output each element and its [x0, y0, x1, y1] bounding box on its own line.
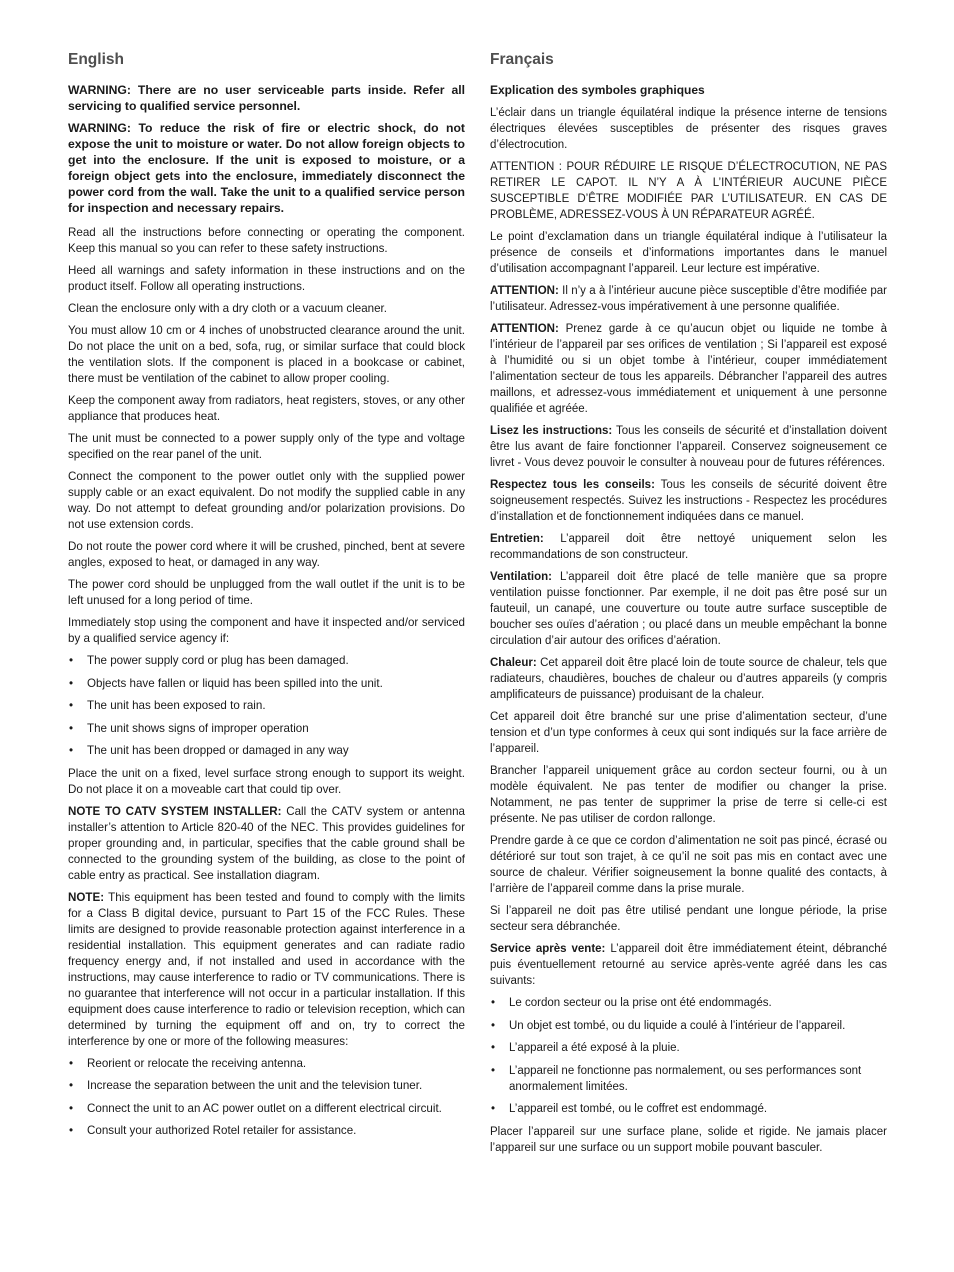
list-item: • Un objet est tombé, ou du liquide a coulé à l’intérieur de l’appareil. [490, 1018, 887, 1034]
paragraph-cord-route: Do not route the power cord where it will be crushed, pinched, bent at severe angles, exposed to heat, or damaged in any way. [68, 540, 465, 569]
list-item: • The unit shows signs of improper operation [68, 721, 465, 737]
list-item: • Reorient or relocate the receiving antenna. [68, 1056, 465, 1072]
interference-list [68, 1056, 465, 1140]
paragraph-cordon: Brancher l’appareil uniquement grâce au cordon secteur fourni, ou à un modèle équivalent. Ne pas tenter de modifier ou changer la prise. Notamment, ne pas tenter de supprimer la prise de terre si celle-ci est présente. Ne pas utiliser de cordon rallonge. [490, 765, 887, 825]
sav-text: L’appareil doit être immédiatement éteint, débranché puis éventuellement retourné au service après-vente agréé dans les cas suivants: [490, 943, 887, 987]
sav-label: Service après vente: [490, 943, 606, 955]
symbols-subheading: Explication des symboles graphiques [490, 83, 705, 97]
paragraph-catv [68, 804, 465, 884]
paragraph-respectez [490, 477, 887, 525]
catv-text: Call the CATV system or antenna installer’s attention to Article 820-40 of the NEC. This provides guidelines for proper grounding and, in particular, specifies that the cable ground shall be connected to the grounding system of the building, as close to the point of cable entry as practical. See installation diagram. [68, 804, 465, 882]
paragraph-attention-2 [490, 321, 887, 417]
lisez-label: Lisez les instructions: [490, 425, 613, 437]
paragraph-unplug: The power cord should be unplugged from the wall outlet if the unit is to be left unused for a long period of time. [68, 578, 465, 607]
ventilation-text: L’appareil doit être placé de telle manière que sa propre ventilation puisse fonctionner. Par exemple, il ne doit pas être posé sur un fauteuil, un canapé, une couverture ou toute autre surface susceptible de boucher ses ouïes d’aération ; ou placé dans un meuble empêchant la bonne circulation d’air autour des orifices d’aération. [490, 571, 887, 647]
list-item: • The unit has been dropped or damaged in any way [68, 743, 465, 759]
lisez-text: Tous les conseils de sécurité et d’installation doivent être lus avant de faire fonctionner l’appareil. Conservez soigneusement ce livret - Vous devez pouvoir le consulter à nouveau pour de futures références. [490, 425, 888, 469]
attention-text: Prenez garde à ce qu’aucun objet ou liquide ne tombe à l’intérieur de l’appareil par ses orifices de ventilation ; Si l’appareil est exposé à l’humidité ou si un objet tombe à l’intérieur, couper immédiatement l’alimentation secteur de tous les appareils. Débrancher l’appareil des autres maillons, et adressez-vous immédiatement et uniquement à une personne qualifiée et agréée. [490, 323, 887, 415]
list-item: • L’appareil ne fonctionne pas normalement, ou ses performances sont anormalement limitées. [490, 1063, 887, 1095]
list-item: • Increase the separation between the unit and the television tuner. [68, 1078, 465, 1094]
english-heading: English [68, 51, 124, 68]
paragraph-placer: Placer l’appareil sur une surface plane, solide et rigide. Ne jamais placer l’appareil sur une surface ou un support mobile pouvant basculer. [490, 1125, 887, 1154]
note-label: NOTE: [68, 890, 105, 904]
chaleur-label: Chaleur: [490, 657, 537, 669]
paragraph-lisez [490, 423, 887, 471]
attention-text: Il n’y a à l’intérieur aucune pièce susceptible d’être modifiée par l’utilisateur. Adressez-vous impérativement à une personne qualifiée. [490, 285, 887, 313]
respectez-label: Respectez tous les conseils: [490, 479, 655, 491]
list-item: • Consult your authorized Rotel retailer for assistance. [68, 1123, 465, 1139]
catv-label: NOTE TO CATV SYSTEM INSTALLER: [68, 804, 282, 818]
paragraph-heat: Keep the component away from radiators, heat registers, stoves, or any other appliance that produces heat. [68, 394, 465, 423]
chaleur-text: Cet appareil doit être placé loin de toute source de chaleur, tels que radiateurs, chaudières, bouches de chaleur ou d’autres appareils (y compris amplificateurs de puissance) produisant de la chaleur. [490, 657, 887, 701]
english-column [68, 50, 465, 1146]
paragraph-exclamation: Le point d’exclamation dans un triangle équilatéral indique à l’utilisateur la présence de conseils et d’informations importantes dans le manuel d’utilisation accompagnant l’appareil. Leur lecture est impérative. [490, 231, 887, 275]
paragraph-power-cable: Connect the component to the power outlet only with the supplied power supply cable or an exact equivalent. Do not modify the supplied cable in any way. Do not attempt to defeat grounding and/or polarization provisions. Do not use extension cords. [68, 470, 465, 531]
paragraph-power-supply: The unit must be connected to a power supply only of the type and voltage specified on the rear panel of the unit. [68, 432, 465, 461]
paragraph-attention-caps: ATTENTION : POUR RÉDUIRE LE RISQUE D’ÉLECTROCUTION, NE PAS RETIRER LE CAPOT. IL N’Y A À L’INTÉRIEUR AUCUNE PIÈCE SUSCEPTIBLE D’ÊTRE MODIFIÉE PAR L’UTILISATEUR. EN CAS DE PROBLÈME, ADRESSEZ-VOUS À UN RÉPARATEUR AGRÉÉ. [490, 161, 887, 221]
french-column [490, 50, 887, 1162]
paragraph-heed-warnings: Heed all warnings and safety information in these instructions and on the product itself. Follow all operating instructions. [68, 264, 465, 293]
paragraph-read-instructions: Read all the instructions before connecting or operating the component. Keep this manual so you can refer to these safety instructions. [68, 226, 465, 255]
list-item: • L’appareil a été exposé à la pluie. [490, 1040, 887, 1056]
damage-list [68, 653, 465, 759]
list-item: • The power supply cord or plug has been damaged. [68, 653, 465, 669]
list-item: • Connect the unit to an AC power outlet on a different electrical circuit. [68, 1101, 465, 1117]
paragraph-entretien [490, 531, 887, 563]
paragraph-fcc-note [68, 890, 465, 1050]
paragraph-clean: Clean the enclosure only with a dry cloth or a vacuum cleaner. [68, 302, 387, 315]
sav-list [490, 995, 887, 1117]
respectez-text: Tous les conseils de sécurité doivent être soigneusement respectés. Suivez les instructions - Respectez les procédures d’installation et de fonctionnement indiquées dans ce manuel. [490, 479, 888, 523]
entretien-text: L’appareil doit être nettoyé uniquement selon les recommandations de son constructeur. [490, 533, 887, 561]
warning-service: WARNING: There are no user serviceable parts inside. Refer all servicing to qualified service personnel. [68, 83, 465, 113]
list-item: • The unit has been exposed to rain. [68, 698, 465, 714]
paragraph-alimentation: Cet appareil doit être branché sur une prise d’alimentation secteur, d’une tension et d’un type conformes à ceux qui sont indiqués sur la face arrière de l’appareil. [490, 711, 887, 755]
entretien-label: Entretien: [490, 533, 544, 545]
paragraph-ventilation [490, 569, 887, 649]
french-heading: Français [490, 51, 554, 68]
attention-label: ATTENTION: [490, 285, 559, 297]
list-item: • Objects have fallen or liquid has been spilled into the unit. [68, 676, 465, 692]
list-item: • Le cordon secteur ou la prise ont été endommagés. [490, 995, 887, 1011]
list-item: • L’appareil est tombé, ou le coffret est endommagé. [490, 1101, 887, 1117]
note-text: This equipment has been tested and found to comply with the limits for a Class B digital device, pursuant to Part 15 of the FCC Rules. These limits are designed to provide reasonable protection against interference in a residential installation. This equipment generates and can radiate radio frequency energy and, if not installed and used in accordance with the instructions, may cause interference to radio or TV communications. There is no guarantee that interference will not occur in a particular installation. If this equipment does cause interference to radio or television reception, which can determined by turning the equipment off and on, try to correct the interference by one or more of the following measures: [68, 890, 465, 1048]
ventilation-label: Ventilation: [490, 571, 552, 583]
paragraph-stop-using: Immediately stop using the component and have it inspected and/or serviced by a qualified service agency if: [68, 616, 465, 645]
warning-fire-shock: WARNING: To reduce the risk of fire or electric shock, do not expose the unit to moisture or water. Do not allow foreign objects to get into the enclosure. If the unit is exposed to moisture, or a foreign object gets into the enclosure, immediately disconnect the power cord from the wall. Take the unit to a qualified service person for inspection and necessary repairs. [68, 121, 465, 215]
paragraph-clearance: You must allow 10 cm or 4 inches of unobstructed clearance around the unit. Do not place the unit on a bed, sofa, rug, or similar surface that could block the ventilation slots. If the component is placed in a bookcase or cabinet, there must be ventilation of the cabinet to allow proper cooling. [68, 324, 465, 385]
paragraph-lightning: L’éclair dans un triangle équilatéral indique la présence interne de tensions électriques élevées susceptibles de présenter des risques graves d’électrocution. [490, 107, 887, 151]
paragraph-chaleur [490, 655, 887, 703]
paragraph-attention-1 [490, 283, 887, 315]
attention-label: ATTENTION: [490, 323, 559, 335]
paragraph-pince: Prendre garde à ce que ce cordon d’alimentation ne soit pas pincé, écrasé ou détérioré sur tout son trajet, à ce qu’il ne soit pas mis en contact avec une source de chaleur. Vérifier soigneusement la bonne qualité des contacts, à l’arrière de l’appareil comme dans la prise murale. [490, 835, 887, 895]
paragraph-placement: Place the unit on a fixed, level surface strong enough to support its weight. Do not place it on a moveable cart that could tip over. [68, 766, 465, 796]
paragraph-sav [490, 941, 887, 989]
paragraph-debranchee: Si l’appareil ne doit pas être utilisé pendant une longue période, la prise secteur sera débranchée. [490, 905, 887, 933]
